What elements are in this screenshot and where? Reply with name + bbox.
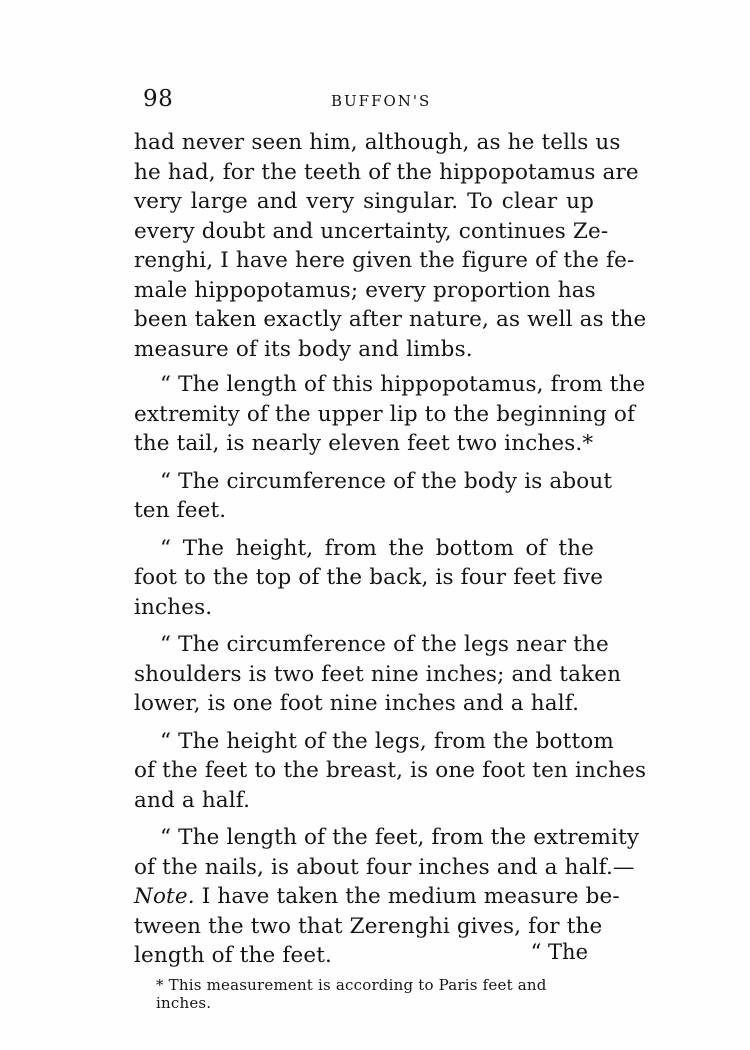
body-text xyxy=(134,128,647,979)
text-line: foot to the top of the back, is four feet five xyxy=(134,565,604,590)
paragraph-1 xyxy=(134,128,647,364)
text-line: inches. xyxy=(134,594,213,620)
text-line: he had, for the teeth of the hippopotamus are xyxy=(134,159,639,185)
paragraph-circumference-body xyxy=(134,467,613,526)
paragraph-length xyxy=(134,370,646,459)
paragraph-feet xyxy=(134,823,640,971)
text-line: the tail, is nearly eleven feet two inches.* xyxy=(134,431,594,456)
text-line: “ The length of this hippopotamus, from the xyxy=(160,372,646,397)
footnote: * This measurement is according to Paris feet and inches. xyxy=(156,976,547,1012)
text-line: “ The height, from the bottom of the xyxy=(160,535,594,561)
text-line: “ The circumference of the body is about xyxy=(160,468,613,494)
text-line: “ The height of the legs, from the bottom xyxy=(160,728,614,754)
paragraph-circumference-legs xyxy=(134,630,622,719)
text-line: and a half. xyxy=(134,787,251,813)
text-line: had never seen him, although, as he tells us xyxy=(134,130,621,155)
text-line: extremity of the upper lip to the beginning of xyxy=(134,401,636,427)
page-header xyxy=(143,84,603,116)
paragraph-height xyxy=(134,534,604,623)
text-line: male hippopotamus; every proportion has xyxy=(134,277,596,303)
text-line: been taken exactly after nature, as well as the xyxy=(134,307,647,332)
text-line: of the nails, is about four inches and a half.— xyxy=(134,854,635,880)
text-line: measure of its body and limbs. xyxy=(134,336,473,362)
text-line: ten feet. xyxy=(134,498,227,523)
note-text: I have taken the medium measure be- xyxy=(194,884,620,909)
text-line: lower, is one foot nine inches and a half. xyxy=(134,691,580,716)
text-line: “ The length of the feet, from the extremity xyxy=(160,825,640,850)
text-line: shoulders is two feet nine inches; and taken xyxy=(134,661,622,687)
text-line: tween the two that Zerenghi gives, for the xyxy=(134,913,603,939)
running-head: BUFFON'S xyxy=(331,92,432,110)
text-line: of the feet to the breast, is one foot ten inches xyxy=(134,758,647,783)
paragraph-height-legs xyxy=(134,727,647,816)
text-line: “ The circumference of the legs near the xyxy=(160,632,609,657)
catchword: “ The xyxy=(530,940,588,964)
text-line: length of the feet. xyxy=(134,943,333,968)
page-number: 98 xyxy=(143,86,174,112)
text-line: every doubt and uncertainty, continues Ze- xyxy=(134,218,609,244)
text-line: very large and very singular. To clear up xyxy=(134,189,594,214)
text-line: renghi, I have here given the figure of the fe- xyxy=(134,248,635,273)
note-label: Note. xyxy=(134,884,195,909)
text-line xyxy=(134,882,620,912)
